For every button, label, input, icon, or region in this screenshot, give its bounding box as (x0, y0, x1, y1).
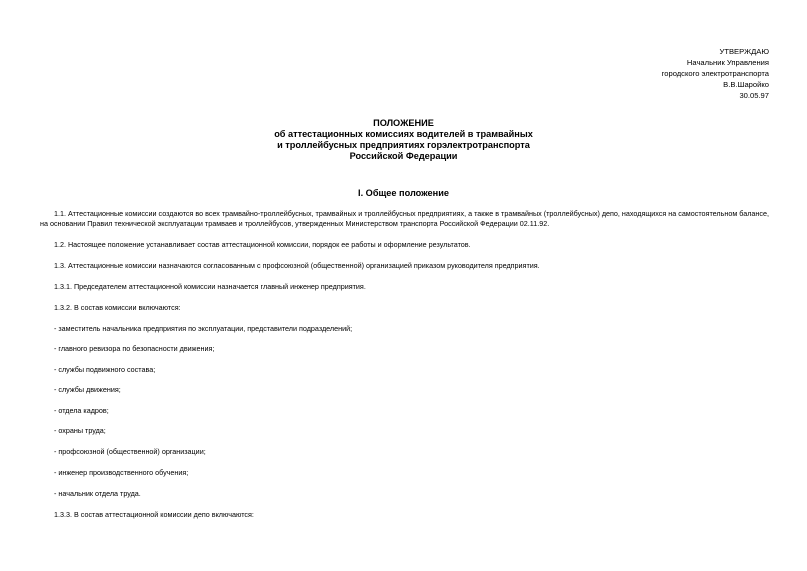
list-item: - главного ревизора по безопасности движения; (54, 344, 215, 353)
approval-line: городского электротранспорта (661, 69, 769, 78)
approval-line: Начальник Управления (686, 58, 769, 67)
approval-line: УТВЕРЖДАЮ (719, 47, 769, 56)
paragraph-1-2: 1.2. Настоящее положение устанавливает состав аттестационной комиссии, порядок ее работы и оформление результатов. (54, 240, 471, 249)
document-title (0, 118, 807, 162)
title-line: Российской Федерации (349, 151, 458, 161)
paragraph-1-3-1: 1.3.1. Председателем аттестационной комиссии назначается главный инженер предприятия. (54, 282, 366, 291)
title-line: и троллейбусных предприятиях горэлектротранспорта (277, 140, 530, 150)
list-item: - профсоюзной (общественной) организации; (54, 447, 206, 456)
approval-block (662, 46, 769, 101)
title-line: ПОЛОЖЕНИЕ (373, 118, 434, 128)
section-heading: I. Общее положение (358, 188, 449, 198)
list-item: - заместитель начальника предприятия по эксплуатации, представители подразделений; (54, 324, 353, 333)
list-item: - службы подвижного состава; (54, 365, 156, 374)
list-item: - службы движения; (54, 385, 121, 394)
title-line: об аттестационных комиссиях водителей в трамвайных (274, 129, 533, 139)
paragraph-1-3-3: 1.3.3. В состав аттестационной комиссии депо включаются: (54, 510, 254, 519)
list-item: - охраны труда; (54, 426, 106, 435)
list-item: - отдела кадров; (54, 406, 109, 415)
list-item: - начальник отдела труда. (54, 489, 141, 498)
paragraph-1-3-2: 1.3.2. В состав комиссии включаются: (54, 303, 181, 312)
paragraph-1-3: 1.3. Аттестационные комиссии назначаются согласованным с профсоюзной (общественной) организацией приказом руководителя предприятия. (54, 261, 540, 270)
approval-line: В.В.Шаройко (723, 80, 769, 89)
approval-date: 30.05.97 (739, 91, 769, 100)
list-item: - инженер производственного обучения; (54, 468, 189, 477)
paragraph-1-1: 1.1. Аттестационные комиссии создаются во всех трамвайно-троллейбусных, трамвайных и троллейбусных предприятиях, а также в трамвайных (троллейбусных) депо, находящихся на самостоятельном балансе, на основании Правил технической эксплуатации трамваев и троллейбусов, утвержденных Министерством транспорта Российской Федерации 02.11.92. (40, 209, 769, 228)
